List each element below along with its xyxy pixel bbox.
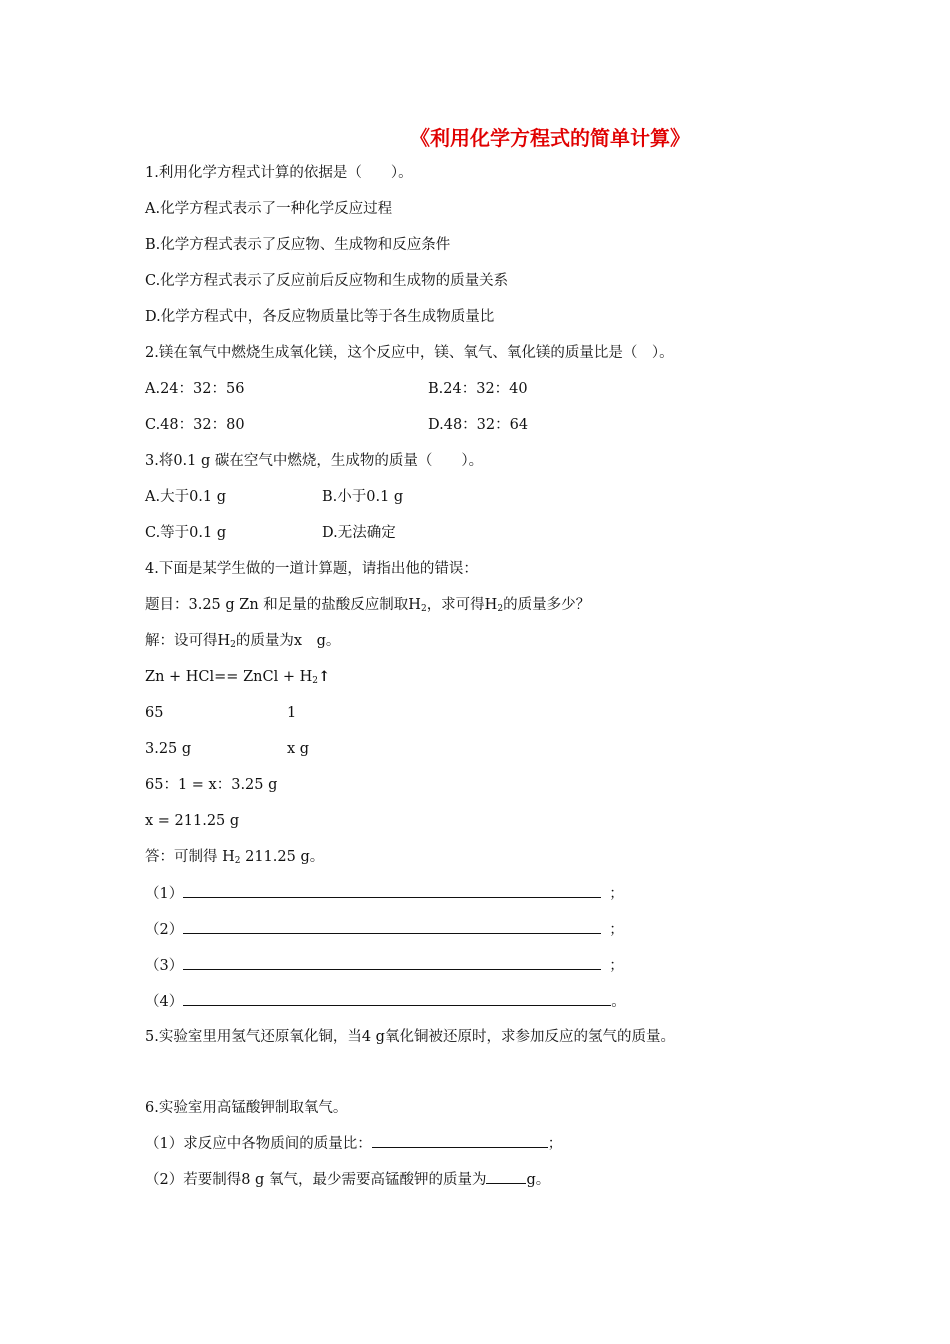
blank-end-punct: ；: [609, 922, 624, 938]
subscript-2: 2: [234, 856, 241, 866]
q3-option-b: B.小于0.1 g: [322, 489, 404, 505]
answer-blank[interactable]: [183, 883, 601, 898]
blank-label: （4）: [145, 994, 184, 1010]
q4-blank-row-4: [145, 991, 626, 1012]
q4-blank-row-3: [145, 955, 624, 976]
subscript-2: 2: [420, 604, 427, 614]
q1-option-b: B.化学方程式表示了反应物、生成物和反应条件: [145, 237, 451, 253]
q4-mass-right: x g: [287, 741, 310, 757]
blank-end-punct: ；: [547, 1136, 563, 1152]
q1-option-c: C.化学方程式表示了反应前后反应物和生成物的质量关系: [145, 273, 509, 289]
q3-option-c: C.等于0.1 g: [145, 525, 227, 541]
q4-molar-right: 1: [287, 705, 297, 721]
page-title: 《利用化学方程式的简单计算》: [410, 126, 690, 150]
subscript-2: 2: [497, 604, 504, 614]
q4-equation: [145, 667, 330, 691]
q2-stem: 2.镁在氧气中燃烧生成氧化镁，这个反应中，镁、氧气、氧化镁的质量比是（ ）。: [145, 345, 674, 361]
q4-problem-text-2: ，求可得H: [426, 597, 498, 613]
q2-option-c: C.48：32：80: [145, 417, 245, 433]
q6-stem: 6.实验室用高锰酸钾制取氧气。: [145, 1100, 348, 1116]
q4-mass-left: 3.25 g: [145, 741, 192, 757]
q6-part-1-label: （1）求反应中各物质间的质量比：: [145, 1136, 372, 1152]
q2-option-b: B.24：32：40: [428, 381, 528, 397]
blank-end-punct: ；: [609, 886, 624, 902]
q5-stem: 5.实验室里用氢气还原氧化铜，当4 g氧化铜被还原时，求参加反应的氢气的质量。: [145, 1029, 675, 1045]
q4-solution-intro: [145, 631, 340, 655]
q4-problem-text-1: 题目：3.25 g Zn 和足量的盐酸反应制取H: [145, 597, 421, 613]
q2-option-d: D.48：32：64: [428, 417, 529, 433]
q1-option-d: D.化学方程式中，各反应物质量比等于各生成物质量比: [145, 309, 495, 325]
q3-option-d: D.无法确定: [322, 525, 396, 541]
q4-sol-text-2: 的质量为x g。: [235, 633, 341, 649]
q6-part-2: [145, 1169, 550, 1190]
q1-option-a: A.化学方程式表示了一种化学反应过程: [145, 201, 393, 217]
blank-label: （2）: [145, 922, 184, 938]
answer-blank[interactable]: [183, 919, 601, 934]
q4-stem: 4.下面是某学生做的一道计算题，请指出他的错误：: [145, 561, 478, 577]
q4-result: x = 211.25 g: [145, 813, 240, 829]
q3-option-a: A.大于0.1 g: [145, 489, 227, 505]
blank-end-punct: g。: [526, 1172, 551, 1188]
subscript-2: 2: [312, 676, 318, 686]
q4-problem-text-3: 的质量多少？: [503, 597, 591, 613]
q2-option-a: A.24：32：56: [145, 381, 245, 397]
answer-blank[interactable]: [183, 991, 611, 1006]
q4-blank-row-1: [145, 883, 624, 904]
q4-eq-text: Zn + HCl== ZnCl + H: [145, 669, 313, 685]
q4-blank-row-2: [145, 919, 624, 940]
q4-sol-text-1: 解：设可得H: [145, 633, 231, 649]
subscript-2: 2: [230, 640, 236, 650]
q6-part-2-label: （2）若要制得8 g 氧气，最少需要高锰酸钾的质量为: [145, 1172, 487, 1188]
q4-ratio: 65：1 = x：3.25 g: [145, 777, 278, 793]
up-arrow-icon: ↑: [317, 668, 331, 685]
answer-blank[interactable]: [372, 1133, 548, 1148]
q4-answer-text-2: 211.25 g。: [240, 849, 325, 865]
q1-stem: 1.利用化学方程式计算的依据是（ ）。: [145, 165, 413, 181]
q4-answer: [145, 847, 324, 871]
blank-end-punct: 。: [611, 994, 626, 1010]
q4-molar-left: 65: [145, 705, 164, 721]
q3-stem: 3.将0.1 g 碳在空气中燃烧，生成物的质量（ ）。: [145, 453, 484, 469]
blank-end-punct: ；: [609, 958, 624, 974]
q4-answer-text-1: 答：可制得 H: [145, 849, 235, 865]
answer-blank[interactable]: [183, 955, 601, 970]
q6-part-1: [145, 1133, 562, 1154]
answer-blank[interactable]: [486, 1169, 526, 1184]
blank-label: （3）: [145, 958, 184, 974]
q4-problem: [145, 595, 590, 619]
blank-label: （1）: [145, 886, 184, 902]
